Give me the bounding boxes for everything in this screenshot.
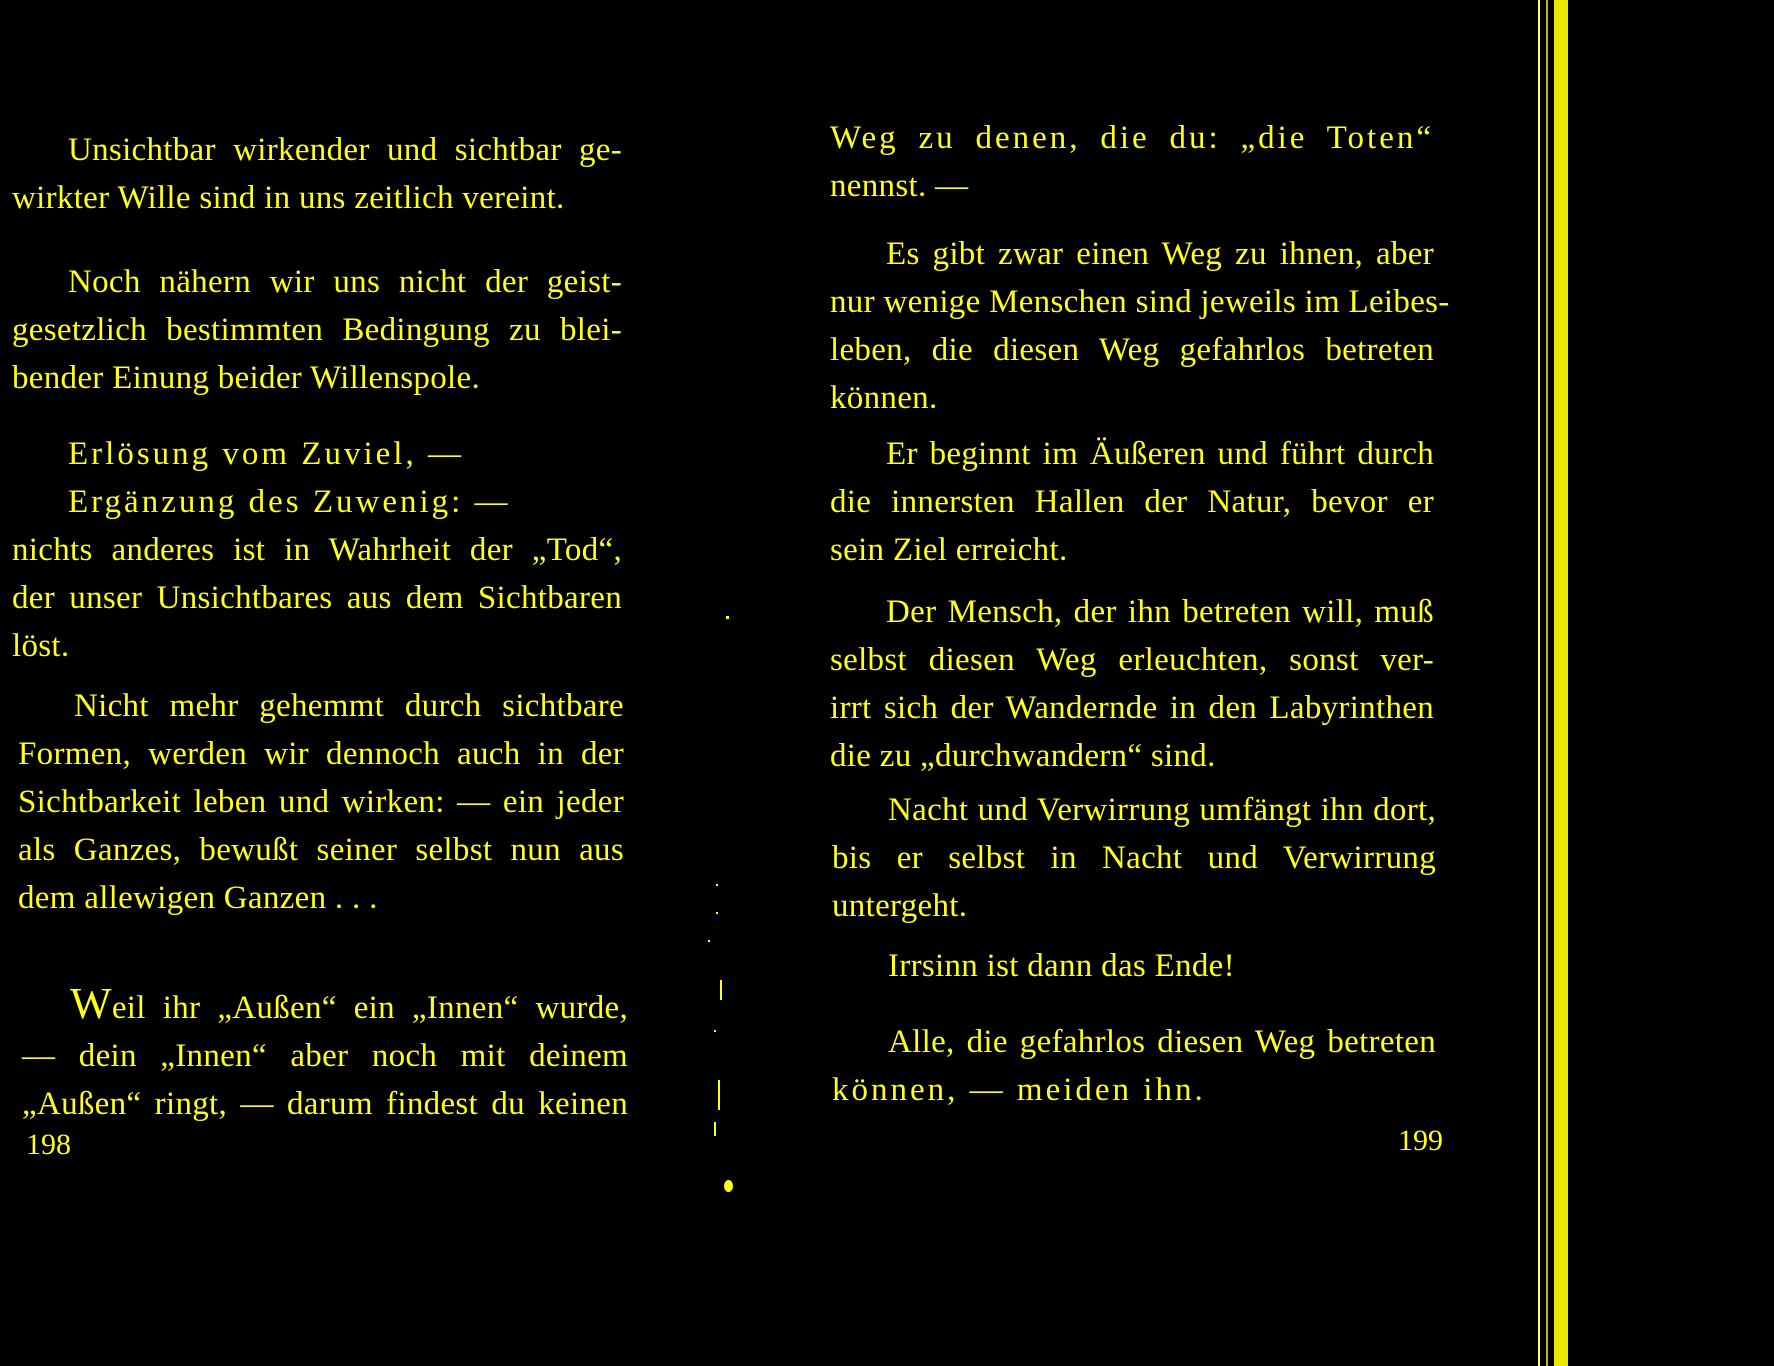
text-line: Nacht und Verwirrung umfängt ihn dort, — [888, 792, 1436, 828]
paragraph — [830, 430, 1434, 574]
text-line: — dein „Innen“ aber noch mit deinem — [22, 1038, 628, 1074]
text-line: die innersten Hallen der Natur, bevor er — [830, 484, 1434, 520]
text-line: Erlösung vom Zuviel, — — [68, 436, 464, 472]
text-line: nichts anderes ist in Wahrheit der „Tod“, — [12, 532, 622, 568]
text-line: gesetzlich bestimmten Bedingung zu blei- — [12, 312, 622, 348]
gutter-speck — [726, 616, 729, 619]
gutter-speck — [716, 912, 718, 914]
text-line: Er beginnt im Äußeren und führt durch — [886, 436, 1434, 472]
left-page — [0, 0, 820, 1366]
text-line: Sichtbarkeit leben und wirken: — ein jeder — [18, 784, 624, 820]
text-line: untergeht. — [832, 888, 968, 924]
text-line: „Außen“ ringt, — darum findest du keinen — [22, 1086, 628, 1122]
paragraph — [12, 126, 622, 222]
text-line: nur wenige Menschen sind jeweils im Leibes- — [830, 284, 1450, 320]
gutter-speck — [716, 884, 718, 886]
page-number: 198 — [26, 1128, 71, 1161]
page-edge-line — [1546, 0, 1548, 1366]
text-line: als Ganzes, bewußt seiner selbst nun aus — [18, 832, 624, 868]
text-line: wirkter Wille sind in uns zeitlich vereint. — [12, 180, 565, 216]
text-line: löst. — [12, 628, 70, 664]
text-line: Irrsinn ist dann das Ende! — [888, 948, 1235, 984]
page-edge-line — [1538, 0, 1540, 1366]
text-line: selbst diesen Weg erleuchten, sonst ver- — [830, 642, 1434, 678]
text-line: Alle, die gefahrlos diesen Weg betreten — [888, 1024, 1436, 1060]
paragraph — [832, 1018, 1436, 1114]
right-page — [820, 0, 1774, 1366]
text-line: dem allewigen Ganzen . . . — [18, 880, 378, 916]
text-line: Unsichtbar wirkender und sichtbar ge- — [68, 132, 622, 168]
text-line: sein Ziel erreicht. — [830, 532, 1068, 568]
text-line: irrt sich der Wandernde in den Labyrinthen — [830, 690, 1434, 726]
paragraph — [830, 114, 1434, 210]
text-line: können, — meiden ihn. — [832, 1072, 1206, 1108]
text-line: Noch nähern wir uns nicht der geist- — [68, 264, 622, 300]
text-line-rest: eil ihr „Außen“ ein „Innen“ wurde, — [111, 990, 628, 1026]
gutter-speck — [714, 1122, 716, 1136]
paragraph — [832, 786, 1436, 930]
text-line: Ergänzung des Zuwenig: — — [68, 484, 511, 520]
gutter-speck — [720, 980, 722, 1000]
text-line: Weg zu denen, die du: „die Toten“ — [830, 120, 1434, 156]
text-line: nennst. — — [830, 168, 969, 204]
paragraph — [832, 942, 1436, 990]
text-line: Es gibt zwar einen Weg zu ihnen, aber — [886, 236, 1434, 272]
gutter-speck — [708, 940, 710, 942]
paragraph — [18, 682, 624, 922]
gutter-speck — [724, 1180, 733, 1192]
text-line: Formen, werden wir dennoch auch in der — [18, 736, 624, 772]
text-line: die zu „durchwandern“ sind. — [830, 738, 1216, 774]
text-line: bis er selbst in Nacht und Verwirrung — [832, 840, 1436, 876]
text-line — [22, 980, 628, 1032]
paragraph — [830, 588, 1434, 780]
initial-letter: W — [70, 979, 112, 1028]
text-line: bender Einung beider Willenspole. — [12, 360, 481, 396]
page-number: 199 — [1398, 1124, 1443, 1157]
text-line: der unser Unsichtbares aus dem Sichtbaren — [12, 580, 622, 616]
paragraph — [12, 430, 622, 670]
paragraph — [22, 980, 628, 1128]
gutter-speck — [718, 1080, 720, 1110]
text-line: Der Mensch, der ihn betreten will, muß — [886, 594, 1434, 630]
paragraph — [12, 258, 622, 402]
paragraph — [830, 230, 1450, 422]
text-line: Nicht mehr gehemmt durch sichtbare — [74, 688, 624, 724]
text-line: können. — [830, 380, 938, 416]
text-line: leben, die diesen Weg gefahrlos betreten — [830, 332, 1434, 368]
gutter-speck — [714, 1030, 716, 1032]
page-edge-strip — [1554, 0, 1568, 1366]
